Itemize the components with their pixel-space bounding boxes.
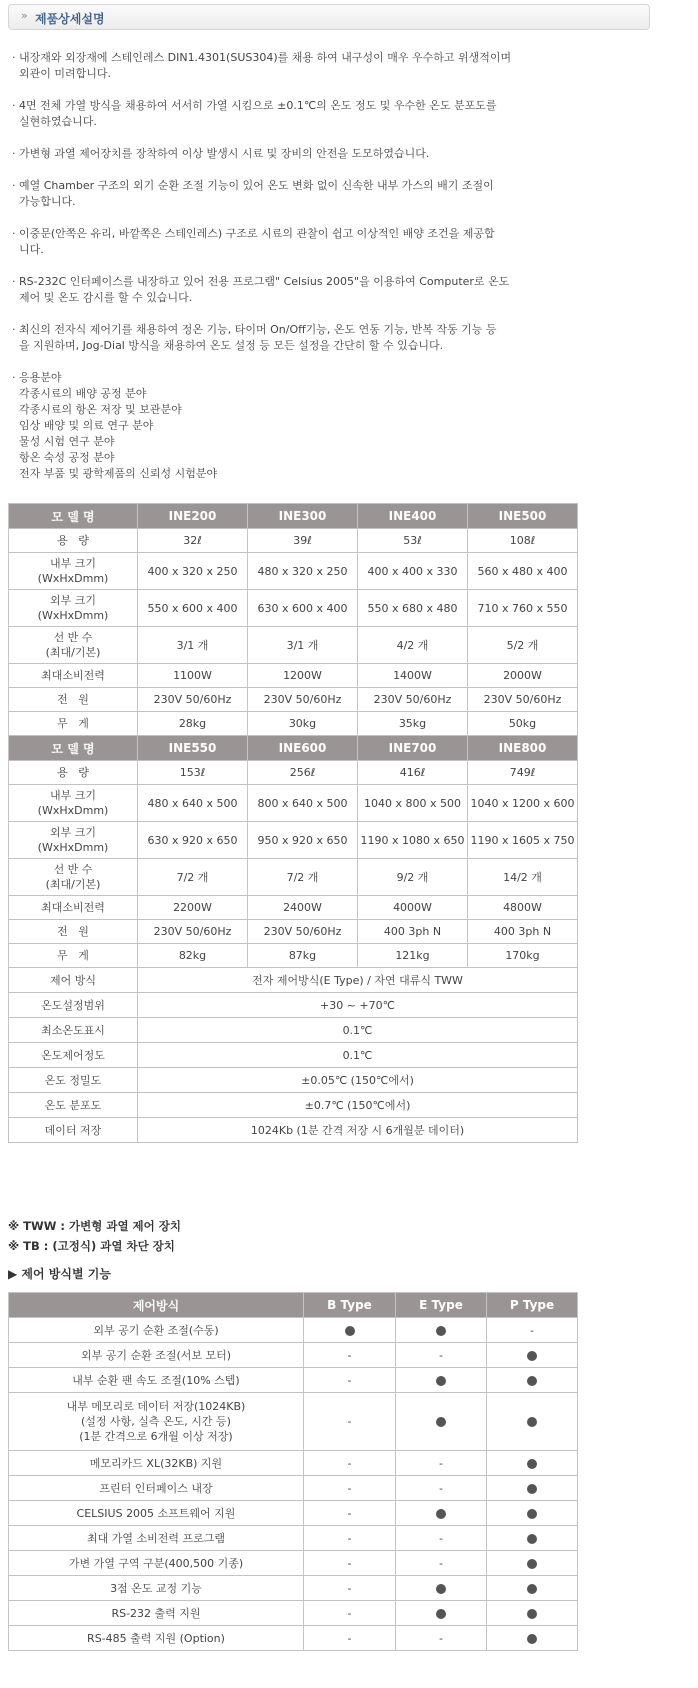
supported-cell xyxy=(487,1393,578,1451)
row-label-line: 최대 가열 소비전력 프로그램 xyxy=(86,1531,225,1545)
supported-cell xyxy=(396,1393,487,1451)
spec-value: 230V 50/60Hz xyxy=(358,688,468,712)
double-chevron-right-icon: » xyxy=(21,9,28,22)
section-title: 제품상세설명 xyxy=(35,12,105,26)
row-label xyxy=(9,859,138,896)
spec-value: 35kg xyxy=(358,712,468,736)
spec-value: 256ℓ xyxy=(248,761,358,785)
spec-value: 230V 50/60Hz xyxy=(248,920,358,944)
spec-value: 전자 제어방식(E Type) / 자연 대류식 TWW xyxy=(138,968,578,993)
spec-row xyxy=(9,553,578,590)
spec-value: 9/2 개 xyxy=(358,859,468,896)
unsupported-cell: - xyxy=(396,1526,487,1551)
unsupported-cell: - xyxy=(304,1451,396,1476)
spec-value: 53ℓ xyxy=(358,529,468,553)
spec-value: 3/1 개 xyxy=(138,627,248,664)
filled-circle-icon xyxy=(527,1351,537,1361)
paragraph-line: 실현하였습니다. xyxy=(12,115,97,128)
common-spec-row xyxy=(9,1068,578,1093)
row-label-line: 용 량 xyxy=(57,534,89,547)
spec-row xyxy=(9,920,578,944)
paragraph-line: · 가변형 과열 제어장치를 장착하여 이상 발생시 시료 및 장비의 안전을 도모하였습니다. xyxy=(12,147,430,160)
spec-value: 3/1 개 xyxy=(248,627,358,664)
row-label-line: 3점 온도 교정 기능 xyxy=(110,1581,202,1595)
filled-circle-icon xyxy=(527,1559,537,1569)
supported-cell xyxy=(487,1368,578,1393)
spec-value: 0.1℃ xyxy=(138,1018,578,1043)
function-row xyxy=(9,1476,578,1501)
spec-value: 87kg xyxy=(248,944,358,968)
unsupported-cell: - xyxy=(304,1393,396,1451)
paragraph-line: 항온 숙성 공정 분야 xyxy=(12,451,115,464)
spec-value: 2400W xyxy=(248,896,358,920)
header-cell: INE500 xyxy=(468,504,578,529)
row-label-line: 프린터 인터페이스 내장 xyxy=(99,1481,213,1495)
row-label-line: (최대/기본) xyxy=(45,646,101,659)
filled-circle-icon xyxy=(436,1376,446,1386)
row-label xyxy=(9,1368,304,1393)
paragraph-line: · 이중문(안쪽은 유리, 바깥쪽은 스테인레스) 구조로 시료의 관찰이 쉽고 이상적인 배양 조건을 제공합 xyxy=(12,227,495,240)
row-label-line: (설정 사항, 실측 온도, 시간 등) xyxy=(81,1415,231,1428)
row-label xyxy=(9,664,138,688)
row-label xyxy=(9,590,138,627)
filled-circle-icon xyxy=(527,1584,537,1594)
row-label xyxy=(9,761,138,785)
spec-value: 39ℓ xyxy=(248,529,358,553)
spec-value: 550 x 680 x 480 xyxy=(358,590,468,627)
spec-value: 170kg xyxy=(468,944,578,968)
row-label-line: (1분 간격으로 6개월 이상 저장) xyxy=(79,1430,233,1443)
spec-value: 121kg xyxy=(358,944,468,968)
row-label xyxy=(9,688,138,712)
note-tb: ※ TB : (고정식) 과열 차단 장치 xyxy=(8,1239,175,1253)
common-spec-row xyxy=(9,1118,578,1143)
row-label: 온도제어정도 xyxy=(9,1043,138,1068)
header-cell: INE300 xyxy=(248,504,358,529)
filled-circle-icon xyxy=(527,1417,537,1427)
spec-value: 5/2 개 xyxy=(468,627,578,664)
function-row xyxy=(9,1393,578,1451)
row-label-line: 메모리카드 XL(32KB) 지원 xyxy=(89,1456,223,1470)
row-label-line: (WxHxDmm) xyxy=(37,609,109,622)
row-label xyxy=(9,712,138,736)
spec-value: 30kg xyxy=(248,712,358,736)
paragraph-line: 제어 및 온도 감시를 할 수 있습니다. xyxy=(12,291,193,304)
row-label-line: 무 게 xyxy=(57,717,89,730)
row-label-line: RS-485 출력 지원 (Option) xyxy=(87,1631,225,1645)
function-row xyxy=(9,1526,578,1551)
spec-row xyxy=(9,761,578,785)
supported-cell xyxy=(304,1318,396,1343)
filled-circle-icon xyxy=(527,1376,537,1386)
row-label xyxy=(9,785,138,822)
spec-value: 630 x 920 x 650 xyxy=(138,822,248,859)
paragraph xyxy=(12,370,572,482)
row-label-line: 용 량 xyxy=(57,766,89,779)
spec-value: 950 x 920 x 650 xyxy=(248,822,358,859)
spec-value: 1190 x 1080 x 650 xyxy=(358,822,468,859)
spec-row xyxy=(9,590,578,627)
spec-row xyxy=(9,859,578,896)
spec-value: 480 x 640 x 500 xyxy=(138,785,248,822)
spec-value: 800 x 640 x 500 xyxy=(248,785,358,822)
spec-value: 32ℓ xyxy=(138,529,248,553)
spec-value: 1040 x 800 x 500 xyxy=(358,785,468,822)
paragraph-line: 각종시료의 배양 공정 분야 xyxy=(12,387,147,400)
unsupported-cell: - xyxy=(304,1601,396,1626)
spec-value: 550 x 600 x 400 xyxy=(138,590,248,627)
row-label xyxy=(9,920,138,944)
spec-value: 630 x 600 x 400 xyxy=(248,590,358,627)
spec-value: 749ℓ xyxy=(468,761,578,785)
paragraph-line: 외관이 미려합니다. xyxy=(12,67,111,80)
row-label-line: 선 반 수 xyxy=(53,631,93,644)
spec-value: ±0.05℃ (150℃에서) xyxy=(138,1068,578,1093)
unsupported-cell: - xyxy=(396,1476,487,1501)
spec-value: 400 3ph N xyxy=(468,920,578,944)
spec-value: 1100W xyxy=(138,664,248,688)
row-label xyxy=(9,944,138,968)
spec-value: 400 x 320 x 250 xyxy=(138,553,248,590)
spec-row xyxy=(9,664,578,688)
row-label-line: (WxHxDmm) xyxy=(37,572,109,585)
unsupported-cell: - xyxy=(396,1626,487,1651)
model-header-row xyxy=(9,736,578,761)
paragraph-line: · 내장재와 외장재에 스테인레스 DIN1.4301(SUS304)를 채용 하여 내구성이 매우 우수하고 위생적이며 xyxy=(12,51,512,64)
unsupported-cell: - xyxy=(304,1343,396,1368)
spec-value: 230V 50/60Hz xyxy=(248,688,358,712)
function-section-title: ▶ 제어 방식별 기능 xyxy=(8,1267,111,1281)
paragraph-line: 전자 부품 및 광학제품의 신뢰성 시험분야 xyxy=(12,467,218,480)
paragraph-line: 니다. xyxy=(12,243,44,256)
supported-cell xyxy=(487,1576,578,1601)
paragraph-line: 가능합니다. xyxy=(12,195,76,208)
header-cell: 제어방식 xyxy=(9,1293,304,1318)
spec-value: 1400W xyxy=(358,664,468,688)
unsupported-cell: - xyxy=(304,1576,396,1601)
unsupported-cell: - xyxy=(304,1551,396,1576)
row-label xyxy=(9,1343,304,1368)
paragraph-line: · 최신의 전자식 제어기를 채용하여 정온 기능, 타이머 On/Off기능, 온도 연동 기능, 반복 작동 기능 등 xyxy=(12,323,497,336)
row-label-line: (최대/기본) xyxy=(45,878,101,891)
header-cell: INE700 xyxy=(358,736,468,761)
spec-value: 7/2 개 xyxy=(248,859,358,896)
spec-value: 710 x 760 x 550 xyxy=(468,590,578,627)
row-label-line: 외부 크기 xyxy=(49,594,96,607)
supported-cell xyxy=(487,1626,578,1651)
supported-cell xyxy=(396,1318,487,1343)
supported-cell xyxy=(396,1601,487,1626)
paragraph-line: 각종시료의 항온 저장 및 보관분야 xyxy=(12,403,182,416)
paragraph xyxy=(12,322,572,354)
row-label-line: 내부 크기 xyxy=(49,557,96,570)
spec-row xyxy=(9,822,578,859)
row-label xyxy=(9,1451,304,1476)
row-label-line: (WxHxDmm) xyxy=(37,804,109,817)
spec-value: 230V 50/60Hz xyxy=(138,688,248,712)
spec-value: 82kg xyxy=(138,944,248,968)
common-spec-row xyxy=(9,993,578,1018)
row-label: 온도 정밀도 xyxy=(9,1068,138,1093)
supported-cell xyxy=(487,1526,578,1551)
paragraph-line: 을 지원하며, Jog-Dial 방식을 채용하여 온도 설정 등 모든 설정을 간단히 할 수 있습니다. xyxy=(12,339,444,352)
spec-table xyxy=(8,503,578,1143)
supported-cell xyxy=(487,1501,578,1526)
note-tww: ※ TWW : 가변형 과열 제어 장치 xyxy=(8,1219,181,1233)
function-row xyxy=(9,1343,578,1368)
spec-value: 2200W xyxy=(138,896,248,920)
unsupported-cell: - xyxy=(304,1526,396,1551)
unsupported-cell: - xyxy=(304,1501,396,1526)
row-label xyxy=(9,627,138,664)
row-label-line: 최대소비전력 xyxy=(41,669,105,682)
header-cell: INE600 xyxy=(248,736,358,761)
paragraph-line: · 예열 Chamber 구조의 외기 순환 조절 기능이 있어 온도 변화 없이 신속한 내부 가스의 배기 조절이 xyxy=(12,179,494,192)
row-label xyxy=(9,822,138,859)
header-cell: INE550 xyxy=(138,736,248,761)
function-row xyxy=(9,1451,578,1476)
filled-circle-icon xyxy=(436,1584,446,1594)
row-label xyxy=(9,529,138,553)
spec-value: 2000W xyxy=(468,664,578,688)
paragraph-line: 물성 시험 연구 분야 xyxy=(12,435,115,448)
filled-circle-icon xyxy=(436,1609,446,1619)
filled-circle-icon xyxy=(527,1459,537,1469)
unsupported-cell: - xyxy=(304,1476,396,1501)
unsupported-cell: - xyxy=(396,1551,487,1576)
spec-value: 14/2 개 xyxy=(468,859,578,896)
spec-value: ±0.7℃ (150℃에서) xyxy=(138,1093,578,1118)
spec-value: 400 x 400 x 330 xyxy=(358,553,468,590)
unsupported-cell: - xyxy=(304,1626,396,1651)
spec-value: 4000W xyxy=(358,896,468,920)
header-cell: E Type xyxy=(396,1293,487,1318)
paragraph xyxy=(12,226,572,258)
row-label-line: 내부 순환 팬 속도 조절(10% 스텝) xyxy=(72,1373,240,1387)
row-label-line: 전 원 xyxy=(57,925,89,938)
filled-circle-icon xyxy=(345,1326,355,1336)
row-label: 온도 분포도 xyxy=(9,1093,138,1118)
paragraph-line: · RS-232C 인터페이스를 내장하고 있어 전용 프로그램" Celsius 2005"을 이용하여 Computer로 온도 xyxy=(12,275,510,288)
spec-value: +30 ~ +70℃ xyxy=(138,993,578,1018)
row-label xyxy=(9,1551,304,1576)
function-row xyxy=(9,1576,578,1601)
row-label-line: 무 게 xyxy=(57,949,89,962)
spec-row xyxy=(9,712,578,736)
row-label: 제어 방식 xyxy=(9,968,138,993)
paragraph xyxy=(12,178,572,210)
common-spec-row xyxy=(9,968,578,993)
row-label-line: (WxHxDmm) xyxy=(37,841,109,854)
spec-value: 416ℓ xyxy=(358,761,468,785)
function-row xyxy=(9,1551,578,1576)
model-header-row xyxy=(9,504,578,529)
unsupported-cell: - xyxy=(304,1368,396,1393)
spec-value: 400 3ph N xyxy=(358,920,468,944)
row-label xyxy=(9,553,138,590)
spec-value: 480 x 320 x 250 xyxy=(248,553,358,590)
row-label xyxy=(9,1393,304,1451)
spec-value: 560 x 480 x 400 xyxy=(468,553,578,590)
function-table xyxy=(8,1292,578,1651)
row-label xyxy=(9,1476,304,1501)
spec-row xyxy=(9,627,578,664)
spec-value: 1024Kb (1분 간격 저장 시 6개월분 데이터) xyxy=(138,1118,578,1143)
paragraph-line: · 4면 전체 가열 방식을 채용하여 서서히 가열 시킴으로 ±0.1℃의 온도 정도 및 우수한 온도 분포도를 xyxy=(12,99,497,112)
row-label xyxy=(9,1601,304,1626)
paragraph-line: 임상 배양 및 의료 연구 분야 xyxy=(12,419,154,432)
filled-circle-icon xyxy=(436,1509,446,1519)
row-label-line: 내부 크기 xyxy=(49,789,96,802)
filled-circle-icon xyxy=(527,1484,537,1494)
common-spec-row xyxy=(9,1018,578,1043)
function-header-row xyxy=(9,1293,578,1318)
row-label xyxy=(9,1501,304,1526)
common-spec-row xyxy=(9,1093,578,1118)
spec-value: 1040 x 1200 x 600 xyxy=(468,785,578,822)
paragraph xyxy=(12,146,572,162)
row-label-line: CELSIUS 2005 소프트웨어 지원 xyxy=(76,1506,236,1520)
spec-value: 7/2 개 xyxy=(138,859,248,896)
paragraph xyxy=(12,98,572,130)
header-cell: INE800 xyxy=(468,736,578,761)
supported-cell xyxy=(487,1601,578,1626)
row-label-line: 전 원 xyxy=(57,693,89,706)
unsupported-cell: - xyxy=(487,1318,578,1343)
row-label xyxy=(9,896,138,920)
row-label-line: 외부 크기 xyxy=(49,826,96,839)
spec-value: 50kg xyxy=(468,712,578,736)
supported-cell xyxy=(487,1451,578,1476)
function-row xyxy=(9,1601,578,1626)
header-cell: P Type xyxy=(487,1293,578,1318)
paragraph xyxy=(12,274,572,306)
header-cell: 모 델 명 xyxy=(9,736,138,761)
unsupported-cell: - xyxy=(396,1451,487,1476)
row-label-line: 최대소비전력 xyxy=(41,901,105,914)
filled-circle-icon xyxy=(436,1326,446,1336)
spec-value: 4/2 개 xyxy=(358,627,468,664)
function-row xyxy=(9,1318,578,1343)
supported-cell xyxy=(396,1576,487,1601)
filled-circle-icon xyxy=(527,1534,537,1544)
function-row xyxy=(9,1501,578,1526)
row-label xyxy=(9,1626,304,1651)
supported-cell xyxy=(396,1501,487,1526)
unsupported-cell: - xyxy=(396,1343,487,1368)
row-label-line: 외부 공기 순환 조절(서보 모터) xyxy=(80,1348,232,1362)
paragraph-line: · 응용분야 xyxy=(12,371,62,384)
filled-circle-icon xyxy=(527,1509,537,1519)
row-label-line: 선 반 수 xyxy=(53,863,93,876)
supported-cell xyxy=(396,1368,487,1393)
spec-row xyxy=(9,896,578,920)
spec-row xyxy=(9,688,578,712)
filled-circle-icon xyxy=(527,1609,537,1619)
spec-value: 1190 x 1605 x 750 xyxy=(468,822,578,859)
row-label: 온도설정범위 xyxy=(9,993,138,1018)
function-row xyxy=(9,1368,578,1393)
row-label-line: 가변 가열 구역 구분(400,500 기종) xyxy=(68,1556,244,1570)
spec-value: 153ℓ xyxy=(138,761,248,785)
spec-value: 4800W xyxy=(468,896,578,920)
supported-cell xyxy=(487,1476,578,1501)
row-label: 최소온도표시 xyxy=(9,1018,138,1043)
row-label-line: 내부 메모리로 데이터 저장(1024KB) xyxy=(66,1400,246,1413)
header-cell: 모 델 명 xyxy=(9,504,138,529)
supported-cell xyxy=(487,1343,578,1368)
filled-circle-icon xyxy=(436,1417,446,1427)
spec-row xyxy=(9,529,578,553)
row-label xyxy=(9,1318,304,1343)
paragraph xyxy=(12,50,572,82)
section-header xyxy=(8,4,650,30)
spec-value: 230V 50/60Hz xyxy=(468,688,578,712)
header-cell: INE400 xyxy=(358,504,468,529)
filled-circle-icon xyxy=(527,1634,537,1644)
spec-value: 108ℓ xyxy=(468,529,578,553)
spec-value: 1200W xyxy=(248,664,358,688)
spec-value: 0.1℃ xyxy=(138,1043,578,1068)
header-cell: INE200 xyxy=(138,504,248,529)
spec-row xyxy=(9,944,578,968)
header-cell: B Type xyxy=(304,1293,396,1318)
function-row xyxy=(9,1626,578,1651)
spec-value: 230V 50/60Hz xyxy=(138,920,248,944)
row-label-line: RS-232 출력 지원 xyxy=(111,1606,201,1620)
common-spec-row xyxy=(9,1043,578,1068)
row-label xyxy=(9,1526,304,1551)
spec-row xyxy=(9,785,578,822)
row-label xyxy=(9,1576,304,1601)
supported-cell xyxy=(487,1551,578,1576)
row-label: 데이터 저장 xyxy=(9,1118,138,1143)
spec-value: 28kg xyxy=(138,712,248,736)
row-label-line: 외부 공기 순환 조절(수동) xyxy=(93,1323,219,1337)
